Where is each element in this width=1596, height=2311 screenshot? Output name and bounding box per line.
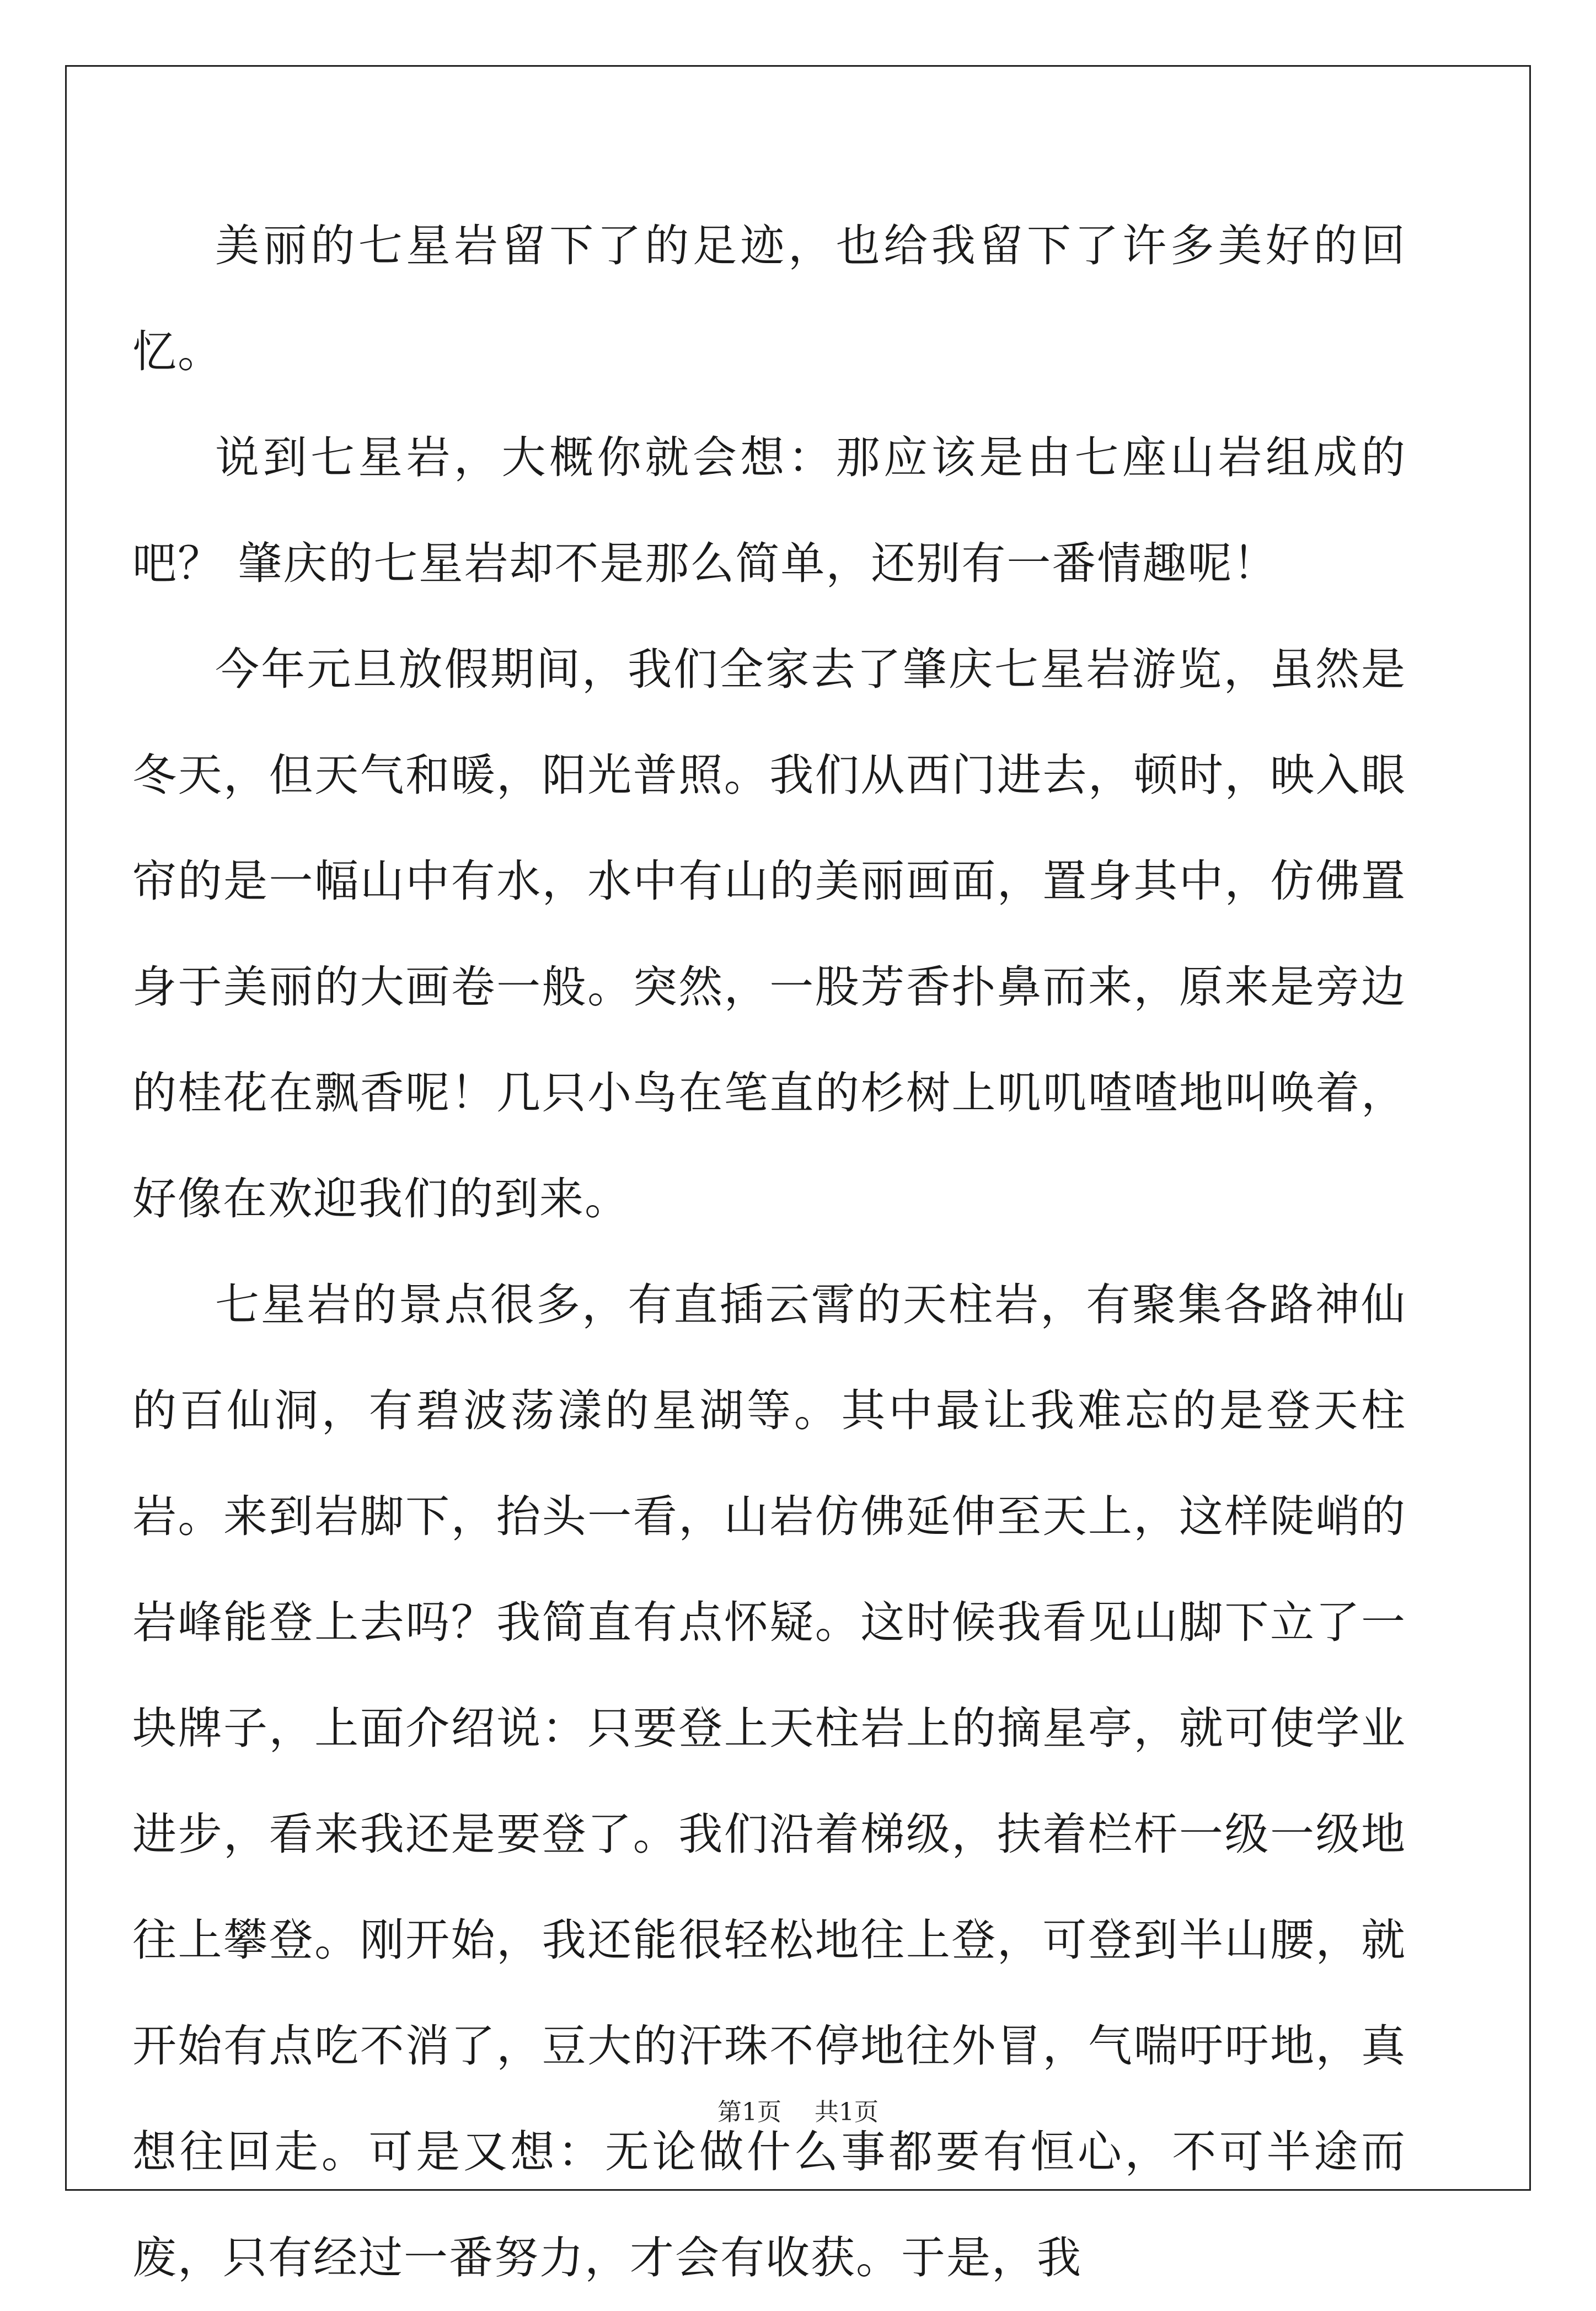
paragraph-3: 今年元旦放假期间，我们全家去了肇庆七星岩游览，虽然是冬天，但天气和暖，阳光普照。我们从西门进去，顿时，映入眼帘的是一幅山中有水，水中有山的美丽画面，置身其中，仿佛置身于美丽的大画卷一般。突然，一股芳香扑鼻而来，原来是旁边的桂花在飘香呢！几只小鸟在笔直的杉树上叽叽喳喳地叫唤着，好像在欢迎我们的到来。 (132, 644, 1406, 1224)
paragraph-2: 说到七星岩，大概你就会想：那应该是由七座山岩组成的吧？ 肇庆的七星岩却不是那么简单，还别有一番情趣呢！ (132, 432, 1406, 589)
paragraph-1: 美丽的七星岩留下了的足迹，也给我留下了许多美好的回忆。 (132, 220, 1406, 377)
page-footer (0, 2096, 1596, 2129)
page-total: 共1页 (815, 2098, 879, 2126)
paragraph-4: 七星岩的景点很多，有直插云霄的天柱岩，有聚集各路神仙的百仙洞，有碧波荡漾的星湖等。其中最让我难忘的是登天柱岩。来到岩脚下，抬头一看，山岩仿佛延伸至天上，这样陡峭的岩峰能登上去吗？我简直有点怀疑。这时候我看见山脚下立了一块牌子，上面介绍说：只要登上天柱岩上的摘星亭，就可使学业进步，看来我还是要登了。我们沿着梯级，扶着栏杆一级一级地往上攀登。刚开始，我还能很轻松地往上登，可登到半山腰，就开始有点吃不消了，豆大的汗珠不停地往外冒，气喘吁吁地，真想往回走。可是又想：无论做什么事都要有恒心，不可半途而废，只有经过一番努力，才会有收获。于是，我 (132, 1279, 1406, 2283)
document-body (132, 193, 1406, 2311)
page-number: 第1页 (717, 2098, 781, 2126)
